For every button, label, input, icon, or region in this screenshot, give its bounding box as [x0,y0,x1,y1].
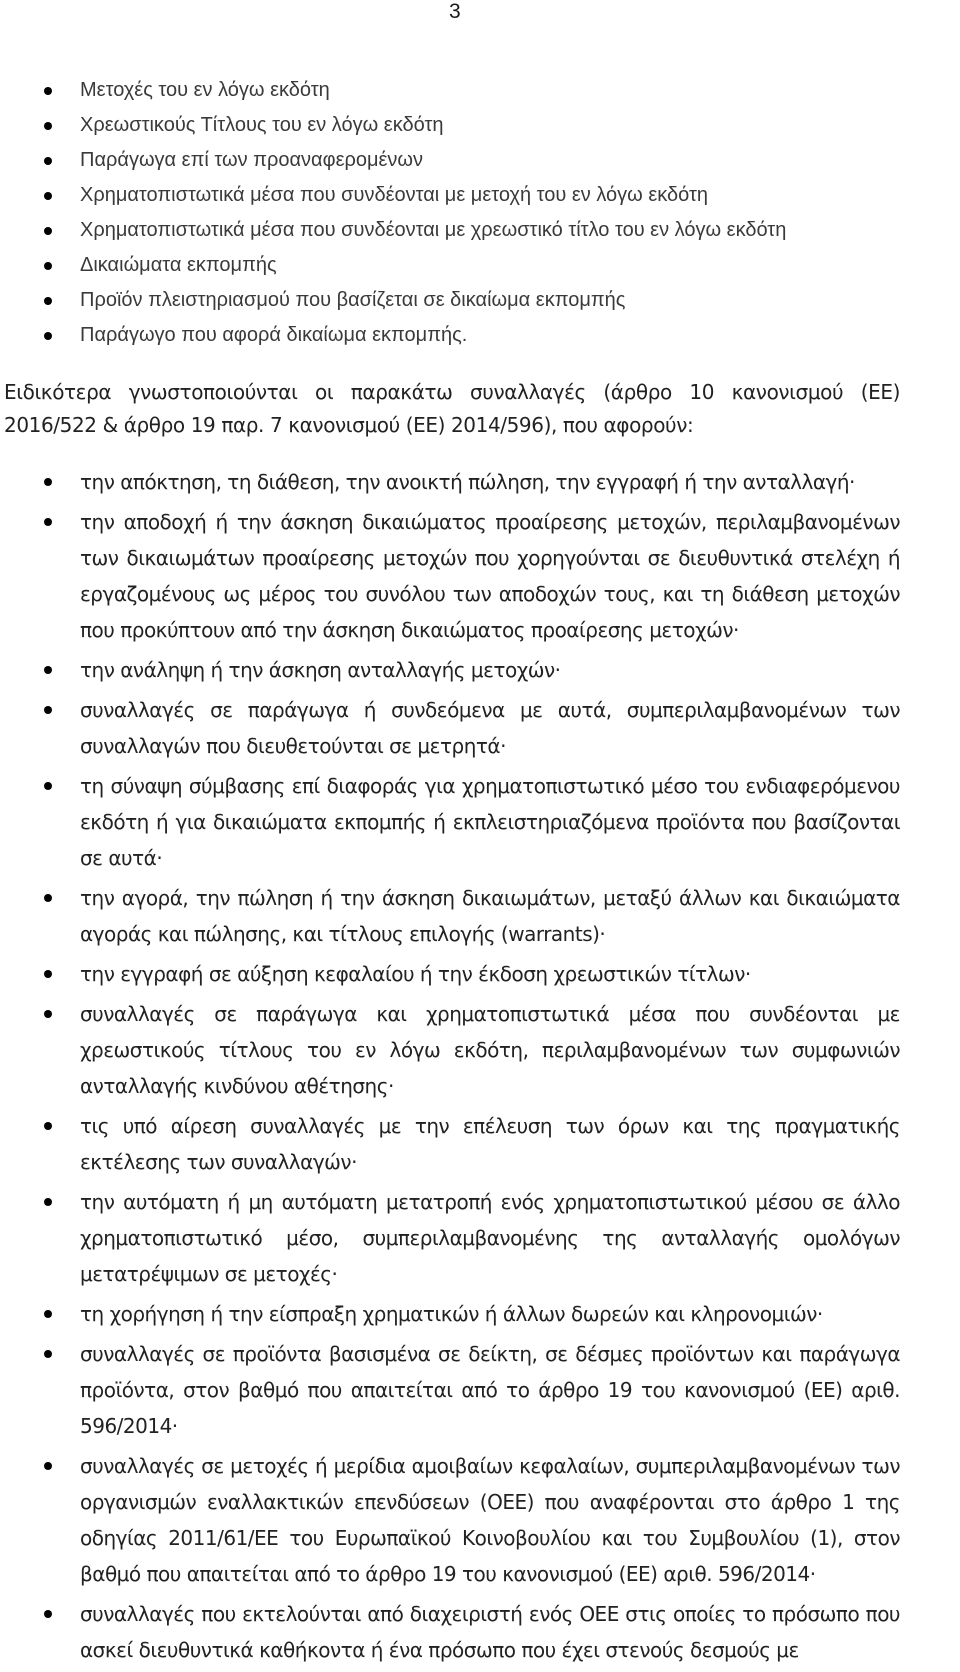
list-item [0,1296,960,1332]
list-item-text: την εγγραφή σε αύξηση κεφαλαίου ή την έκδοση χρεωστικών τίτλων· [80,962,751,986]
bullet-icon [44,894,52,902]
list-item [0,504,960,648]
transactions-list [0,464,960,1672]
bullet-icon [44,1310,52,1318]
list-item [0,652,960,688]
list-item [0,1448,960,1592]
bullet-icon [44,1010,52,1018]
list-item-text: συναλλαγές σε παράγωγα ή συνδεόμενα με αυτά, συμπεριλαμβανομένων των συναλλαγών που διευθετούνται σε μετρητά· [80,698,900,758]
instruments-list [0,76,960,356]
list-item [0,146,960,181]
bullet-icon [44,782,52,790]
list-item [0,1108,960,1180]
list-item [0,768,960,876]
list-item-text: την ανάληψη ή την άσκηση ανταλλαγής μετοχών· [80,658,561,682]
bullet-icon [44,87,52,95]
list-item [0,321,960,356]
list-item [0,1336,960,1444]
list-item-text: τη σύναψη σύμβασης επί διαφοράς για χρηματοπιστωτικό μέσο του ενδιαφερόμενου εκδότη ή για δικαιώματα εκπομπής ή εκπλειστηριαζόμενα προϊόντα που βασίζονται σε αυτά· [80,774,900,870]
list-item-text: συναλλαγές που εκτελούνται από διαχειριστή ενός ΟΕΕ στις οποίες το πρόσωπο που ασκεί διευθυντικά καθήκοντα ή ένα πρόσωπο που έχει στενούς δεσμούς με [80,1602,900,1662]
list-item [0,181,960,216]
bullet-icon [44,157,52,165]
list-item [0,464,960,500]
list-item-text: Παράγωγο που αφορά δικαίωμα εκπομπής. [80,324,468,346]
bullet-icon [44,706,52,714]
bullet-icon [44,1122,52,1130]
bullet-icon [44,1350,52,1358]
list-item-text: συναλλαγές σε παράγωγα και χρηματοπιστωτικά μέσα που συνδέονται με χρεωστικούς τίτλους του εν λόγω εκδότη, περιλαμβανομένων των συμφωνιών ανταλλαγής κινδύνου αθέτησης· [80,1002,900,1098]
list-item [0,1184,960,1292]
list-item-text: την αγορά, την πώληση ή την άσκηση δικαιωμάτων, μεταξύ άλλων και δικαιώματα αγοράς και πώλησης, και τίτλους επιλογής (warrants)· [80,886,900,946]
list-item-text: την απόκτηση, τη διάθεση, την ανοικτή πώληση, την εγγραφή ή την ανταλλαγή· [80,470,855,494]
list-item [0,956,960,992]
list-item-text: συναλλαγές σε προϊόντα βασισμένα σε δείκτη, σε δέσμες προϊόντων και παράγωγα προϊόντα, στον βαθμό που απαιτείται από το άρθρο 19 του κανονισμού (ΕΕ) αριθ. 596/2014· [80,1342,900,1438]
list-item [0,286,960,321]
list-item-text: Χρεωστικούς Τίτλους του εν λόγω εκδότη [80,114,444,136]
list-item-text: Χρηματοπιστωτικά μέσα που συνδέονται με μετοχή του εν λόγω εκδότη [80,184,708,206]
list-item [0,692,960,764]
bullet-icon [44,262,52,270]
bullet-icon [44,478,52,486]
list-item-text: την αυτόματη ή μη αυτόματη μετατροπή ενός χρηματοπιστωτικού μέσου σε άλλο χρηματοπιστωτικό μέσο, συμπεριλαμβανομένης της ανταλλαγής ομολόγων μετατρέψιμων σε μετοχές· [80,1190,900,1286]
list-item-text: Δικαιώματα εκπομπής [80,254,277,276]
list-item [0,111,960,146]
bullet-icon [44,1610,52,1618]
bullet-icon [44,1198,52,1206]
list-item [0,880,960,952]
list-item-text: τις υπό αίρεση συναλλαγές με την επέλευση των όρων και της πραγματικής εκτέλεσης των συναλλαγών· [80,1114,900,1174]
list-item-text: συναλλαγές σε μετοχές ή μερίδια αμοιβαίων κεφαλαίων, συμπεριλαμβανομένων των οργανισμών εναλλακτικών επενδύσεων (ΟΕΕ) που αναφέρονται στο άρθρο 1 της οδηγίας 2011/61/ΕΕ του Ευρωπαϊκού Κοινοβουλίου και του Συμβουλίου (1), στον βαθμό που απαιτείται από το άρθρο 19 του κανονισμού (ΕΕ) αριθ. 596/2014· [80,1454,900,1586]
bullet-icon [44,122,52,130]
list-item [0,996,960,1104]
bullet-icon [44,1462,52,1470]
list-item-text: Παράγωγα επί των προαναφερομένων [80,149,424,171]
bullet-icon [44,666,52,674]
page-number: 3 [449,0,461,23]
list-item-text: Χρηματοπιστωτικά μέσα που συνδέονται με χρεωστικό τίτλο του εν λόγω εκδότη [80,219,787,241]
list-item-text: Προϊόν πλειστηριασμού που βασίζεται σε δικαίωμα εκπομπής [80,289,626,311]
list-item-text: την αποδοχή ή την άσκηση δικαιώματος προαίρεσης μετοχών, περιλαμβανομένων των δικαιωμάτων προαίρεσης μετοχών που χορηγούνται σε διευθυντικά στελέχη ή εργαζομένους ως μέρος του συνόλου των αποδοχών τους, και τη διάθεση μετοχών που προκύπτουν από την άσκηση δικαιώματος προαίρεσης μετοχών· [80,510,900,642]
list-item [0,216,960,251]
bullet-icon [44,518,52,526]
list-item-text: Μετοχές του εν λόγω εκδότη [80,79,330,101]
intro-paragraph: Ειδικότερα γνωστοποιούνται οι παρακάτω συναλλαγές (άρθρο 10 κανονισμού (ΕΕ) 2016/522 & άρθρο 19 παρ. 7 κανονισμού (ΕΕ) 2014/596), που αφορούν: [4,380,900,437]
bullet-icon [44,970,52,978]
bullet-icon [44,227,52,235]
bullet-icon [44,297,52,305]
bullet-icon [44,192,52,200]
list-item [0,1596,960,1668]
bullet-icon [44,332,52,340]
list-item [0,251,960,286]
list-item [0,76,960,111]
list-item-text: τη χορήγηση ή την είσπραξη χρηματικών ή άλλων δωρεών και κληρονομιών· [80,1302,823,1326]
